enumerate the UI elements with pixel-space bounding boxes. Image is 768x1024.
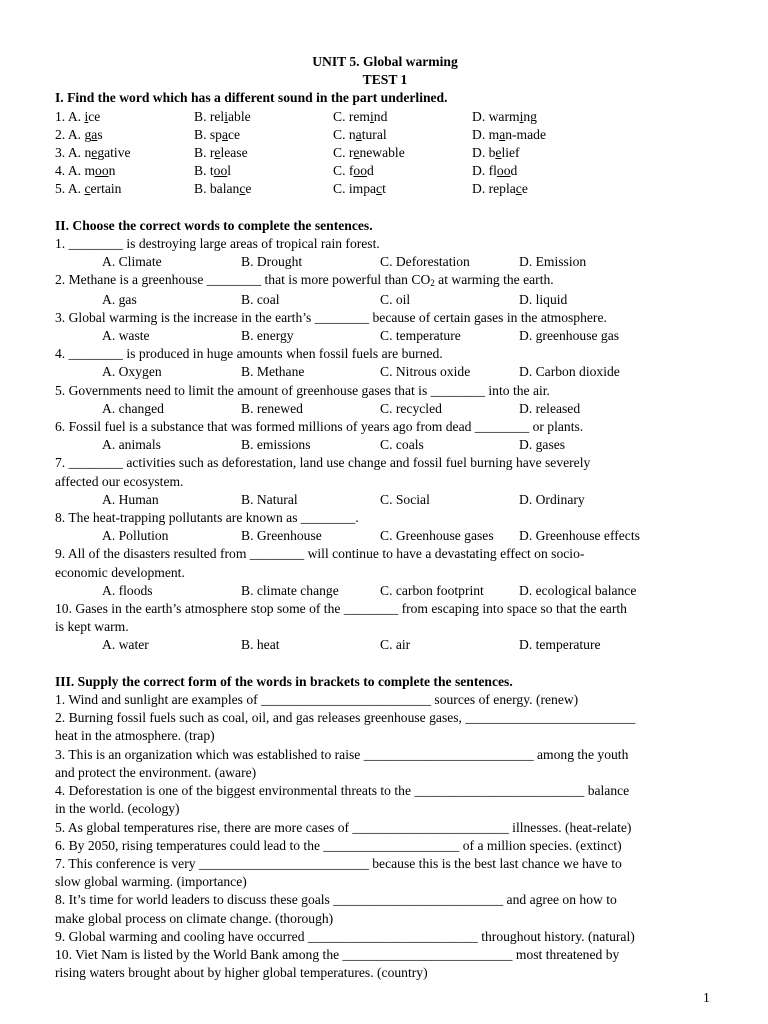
answer-option: C. impact	[333, 181, 386, 197]
answer-option: D. liquid	[519, 291, 568, 307]
answer-option: D. flood	[472, 163, 518, 179]
question-text: 1. Wind and sunlight are examples of _________________________ sources of energy. (renew)	[55, 692, 579, 708]
question-text: 10. Viet Nam is listed by the World Bank among the _________________________ most threatened by	[55, 946, 620, 962]
answer-option: A. gas	[102, 291, 137, 307]
question-text: and protect the environment. (aware)	[55, 764, 257, 780]
answer-option: A. Human	[102, 491, 159, 507]
answer-option: B. tool	[194, 163, 232, 179]
answer-option: D. Carbon dioxide	[519, 364, 620, 380]
answer-option: C. carbon footprint	[380, 582, 484, 598]
answer-option: C. natural	[333, 126, 387, 142]
answer-option: C. recycled	[380, 400, 442, 416]
answer-option: B. emissions	[241, 437, 311, 453]
underlined-part: i	[84, 108, 89, 124]
answer-option: 2. A. gas	[55, 126, 103, 142]
answer-options	[55, 527, 715, 545]
question-text: is kept warm.	[55, 619, 129, 635]
underlined-part: e	[91, 145, 98, 161]
answer-option: B. Drought	[241, 254, 303, 270]
answer-option: B. heat	[241, 637, 280, 653]
question-text: make global process on climate change. (thorough)	[55, 910, 334, 926]
answer-option: C. air	[380, 637, 411, 653]
answer-option: B. renewed	[241, 400, 303, 416]
underlined-part: c	[376, 181, 383, 197]
answer-options	[55, 582, 715, 600]
answer-option: C. coals	[380, 437, 424, 453]
question-text: heat in the atmosphere. (trap)	[55, 728, 215, 744]
answer-option: C. Social	[380, 491, 430, 507]
question-row	[55, 180, 715, 198]
answer-option: D. belief	[472, 145, 520, 161]
answer-option: D. man-made	[472, 126, 546, 142]
answer-option: C. renewable	[333, 145, 405, 161]
answer-option: B. coal	[241, 291, 280, 307]
section1-items	[55, 108, 715, 199]
answer-option: C. Nitrous oxide	[380, 364, 471, 380]
page-title: UNIT 5. Global warming	[312, 54, 458, 69]
question-row	[55, 144, 715, 162]
question-text: 2. Methane is a greenhouse ________ that is more powerful than $CO_2$ at warming the earth.	[55, 272, 554, 289]
question-row	[55, 162, 715, 180]
underlined-part: i	[224, 108, 228, 124]
answer-option: D. gases	[519, 437, 566, 453]
underlined-part: e	[495, 145, 502, 161]
answer-option: B. Natural	[241, 491, 298, 507]
question-text: 7. This conference is very _________________________ because this is the best last chance we have to	[55, 855, 622, 871]
underlined-part: e	[214, 145, 221, 161]
underlined-part: e	[353, 145, 360, 161]
question-text: 5. As global temperatures rise, there are more cases of _______________________ illnesses. (heat-relate)	[55, 819, 632, 835]
answer-option: D. warming	[472, 108, 537, 124]
section2-heading: II. Choose the correct words to complete the sentences.	[55, 217, 373, 233]
answer-options	[55, 400, 715, 418]
answer-option: A. Climate	[102, 254, 162, 270]
question-text: 7. ________ activities such as deforestation, land use change and fossil fuel burning have severely	[55, 455, 591, 471]
underlined-part: oo	[496, 163, 511, 179]
answer-options	[55, 636, 715, 654]
answer-option: 5. A. certain	[55, 181, 122, 197]
question-row	[55, 108, 715, 126]
answer-options	[55, 327, 715, 345]
answer-option: C. oil	[380, 291, 411, 307]
answer-option: A. waste	[102, 328, 150, 344]
answer-option: C. remind	[333, 108, 388, 124]
section1-heading: I. Find the word which has a different sound in the part underlined.	[55, 90, 448, 106]
underlined-part: c	[515, 181, 522, 197]
page-subtitle: TEST 1	[362, 72, 408, 88]
question-text: 6. By 2050, rising temperatures could lead to the ____________________ of a million species. (extinct)	[55, 837, 622, 853]
answer-option: D. temperature	[519, 637, 601, 653]
question-text: 6. Fossil fuel is a substance that was formed millions of years ago from dead ________ or plants.	[55, 419, 584, 435]
answer-option: B. Methane	[241, 364, 305, 380]
underlined-part: a	[355, 126, 362, 142]
answer-option: B. reliable	[194, 108, 251, 124]
answer-option: B. energy	[241, 328, 294, 344]
question-text: 9. Global warming and cooling have occurred _________________________ throughout history. (natural)	[55, 928, 635, 944]
worksheet	[55, 53, 715, 982]
answer-option: 1. A. ice	[55, 108, 101, 124]
answer-options	[55, 291, 715, 309]
section2-items	[55, 235, 715, 655]
answer-options	[55, 436, 715, 454]
answer-option: A. changed	[102, 400, 164, 416]
answer-option: D. released	[519, 400, 581, 416]
question-text: in the world. (ecology)	[55, 801, 180, 817]
question-text: 10. Gases in the earth’s atmosphere stop some of the ________ from escaping into space so that the earth	[55, 601, 627, 617]
underlined-part: oo	[353, 163, 367, 179]
answer-option: D. Greenhouse effects	[519, 528, 640, 544]
answer-option: B. Greenhouse	[241, 528, 322, 544]
answer-options	[55, 363, 715, 381]
underlined-part: i	[370, 108, 374, 124]
answer-option: D. replace	[472, 181, 528, 197]
answer-option: D. Emission	[519, 254, 587, 270]
question-text: 8. It’s time for world leaders to discuss these goals _________________________ and agree on how to	[55, 892, 617, 908]
underlined-part: c	[84, 181, 91, 197]
underlined-part: oo	[95, 163, 109, 179]
answer-option: 4. A. moon	[55, 163, 116, 179]
answer-options	[55, 253, 715, 271]
question-text: 9. All of the disasters resulted from ________ will continue to have a devastating effect on socio-	[55, 546, 585, 562]
page-number: 1	[703, 990, 710, 1005]
question-text: 3. This is an organization which was established to raise _________________________ among the youth	[55, 746, 629, 762]
section3-heading: III. Supply the correct form of the words in brackets to complete the sentences.	[55, 673, 513, 689]
answer-option: A. floods	[102, 582, 153, 598]
underlined-part: a	[91, 126, 98, 142]
section3-items	[55, 691, 715, 982]
question-text: slow global warming. (importance)	[55, 874, 247, 890]
underlined-part: c	[239, 181, 246, 197]
answer-option: B. balance	[194, 181, 252, 197]
answer-option: D. greenhouse gas	[519, 328, 620, 344]
question-text: 2. Burning fossil fuels such as coal, oil, and gas releases greenhouse gases, _________________________	[55, 710, 636, 726]
question-text: economic development.	[55, 564, 185, 580]
question-row	[55, 126, 715, 144]
underlined-part: a	[221, 126, 228, 142]
answer-option: C. Greenhouse gases	[380, 528, 494, 544]
underlined-part: a	[499, 126, 506, 142]
underlined-part: oo	[213, 163, 228, 179]
question-text: 3. Global warming is the increase in the earth’s ________ because of certain gases in the atmosphere.	[55, 309, 607, 325]
answer-option: A. water	[102, 637, 149, 653]
answer-option: C. Deforestation	[380, 254, 470, 270]
answer-option: D. ecological balance	[519, 582, 637, 598]
answer-option: D. Ordinary	[519, 491, 585, 507]
answer-option: B. climate change	[241, 582, 339, 598]
answer-option: B. space	[194, 126, 241, 142]
answer-option: A. Pollution	[102, 528, 169, 544]
answer-options	[55, 491, 715, 509]
answer-option: B. release	[194, 145, 248, 161]
answer-option: 3. A. negative	[55, 145, 131, 161]
question-text: 1. ________ is destroying large areas of tropical rain forest.	[55, 236, 380, 252]
answer-option: A. animals	[102, 437, 161, 453]
question-text: 5. Governments need to limit the amount of greenhouse gases that is ________ into the air.	[55, 382, 550, 398]
question-text: 4. Deforestation is one of the biggest environmental threats to the _________________________ balance	[55, 783, 630, 799]
question-text: 4. ________ is produced in huge amounts when fossil fuels are burned.	[55, 346, 443, 362]
underlined-part: i	[519, 108, 524, 124]
question-text: affected our ecosystem.	[55, 473, 184, 489]
answer-option: C. temperature	[380, 328, 461, 344]
question-text: 8. The heat-trapping pollutants are known as ________.	[55, 510, 359, 526]
answer-option: C. food	[333, 163, 374, 179]
question-text: rising waters brought about by higher global temperatures. (country)	[55, 965, 428, 981]
answer-option: A. Oxygen	[102, 364, 162, 380]
